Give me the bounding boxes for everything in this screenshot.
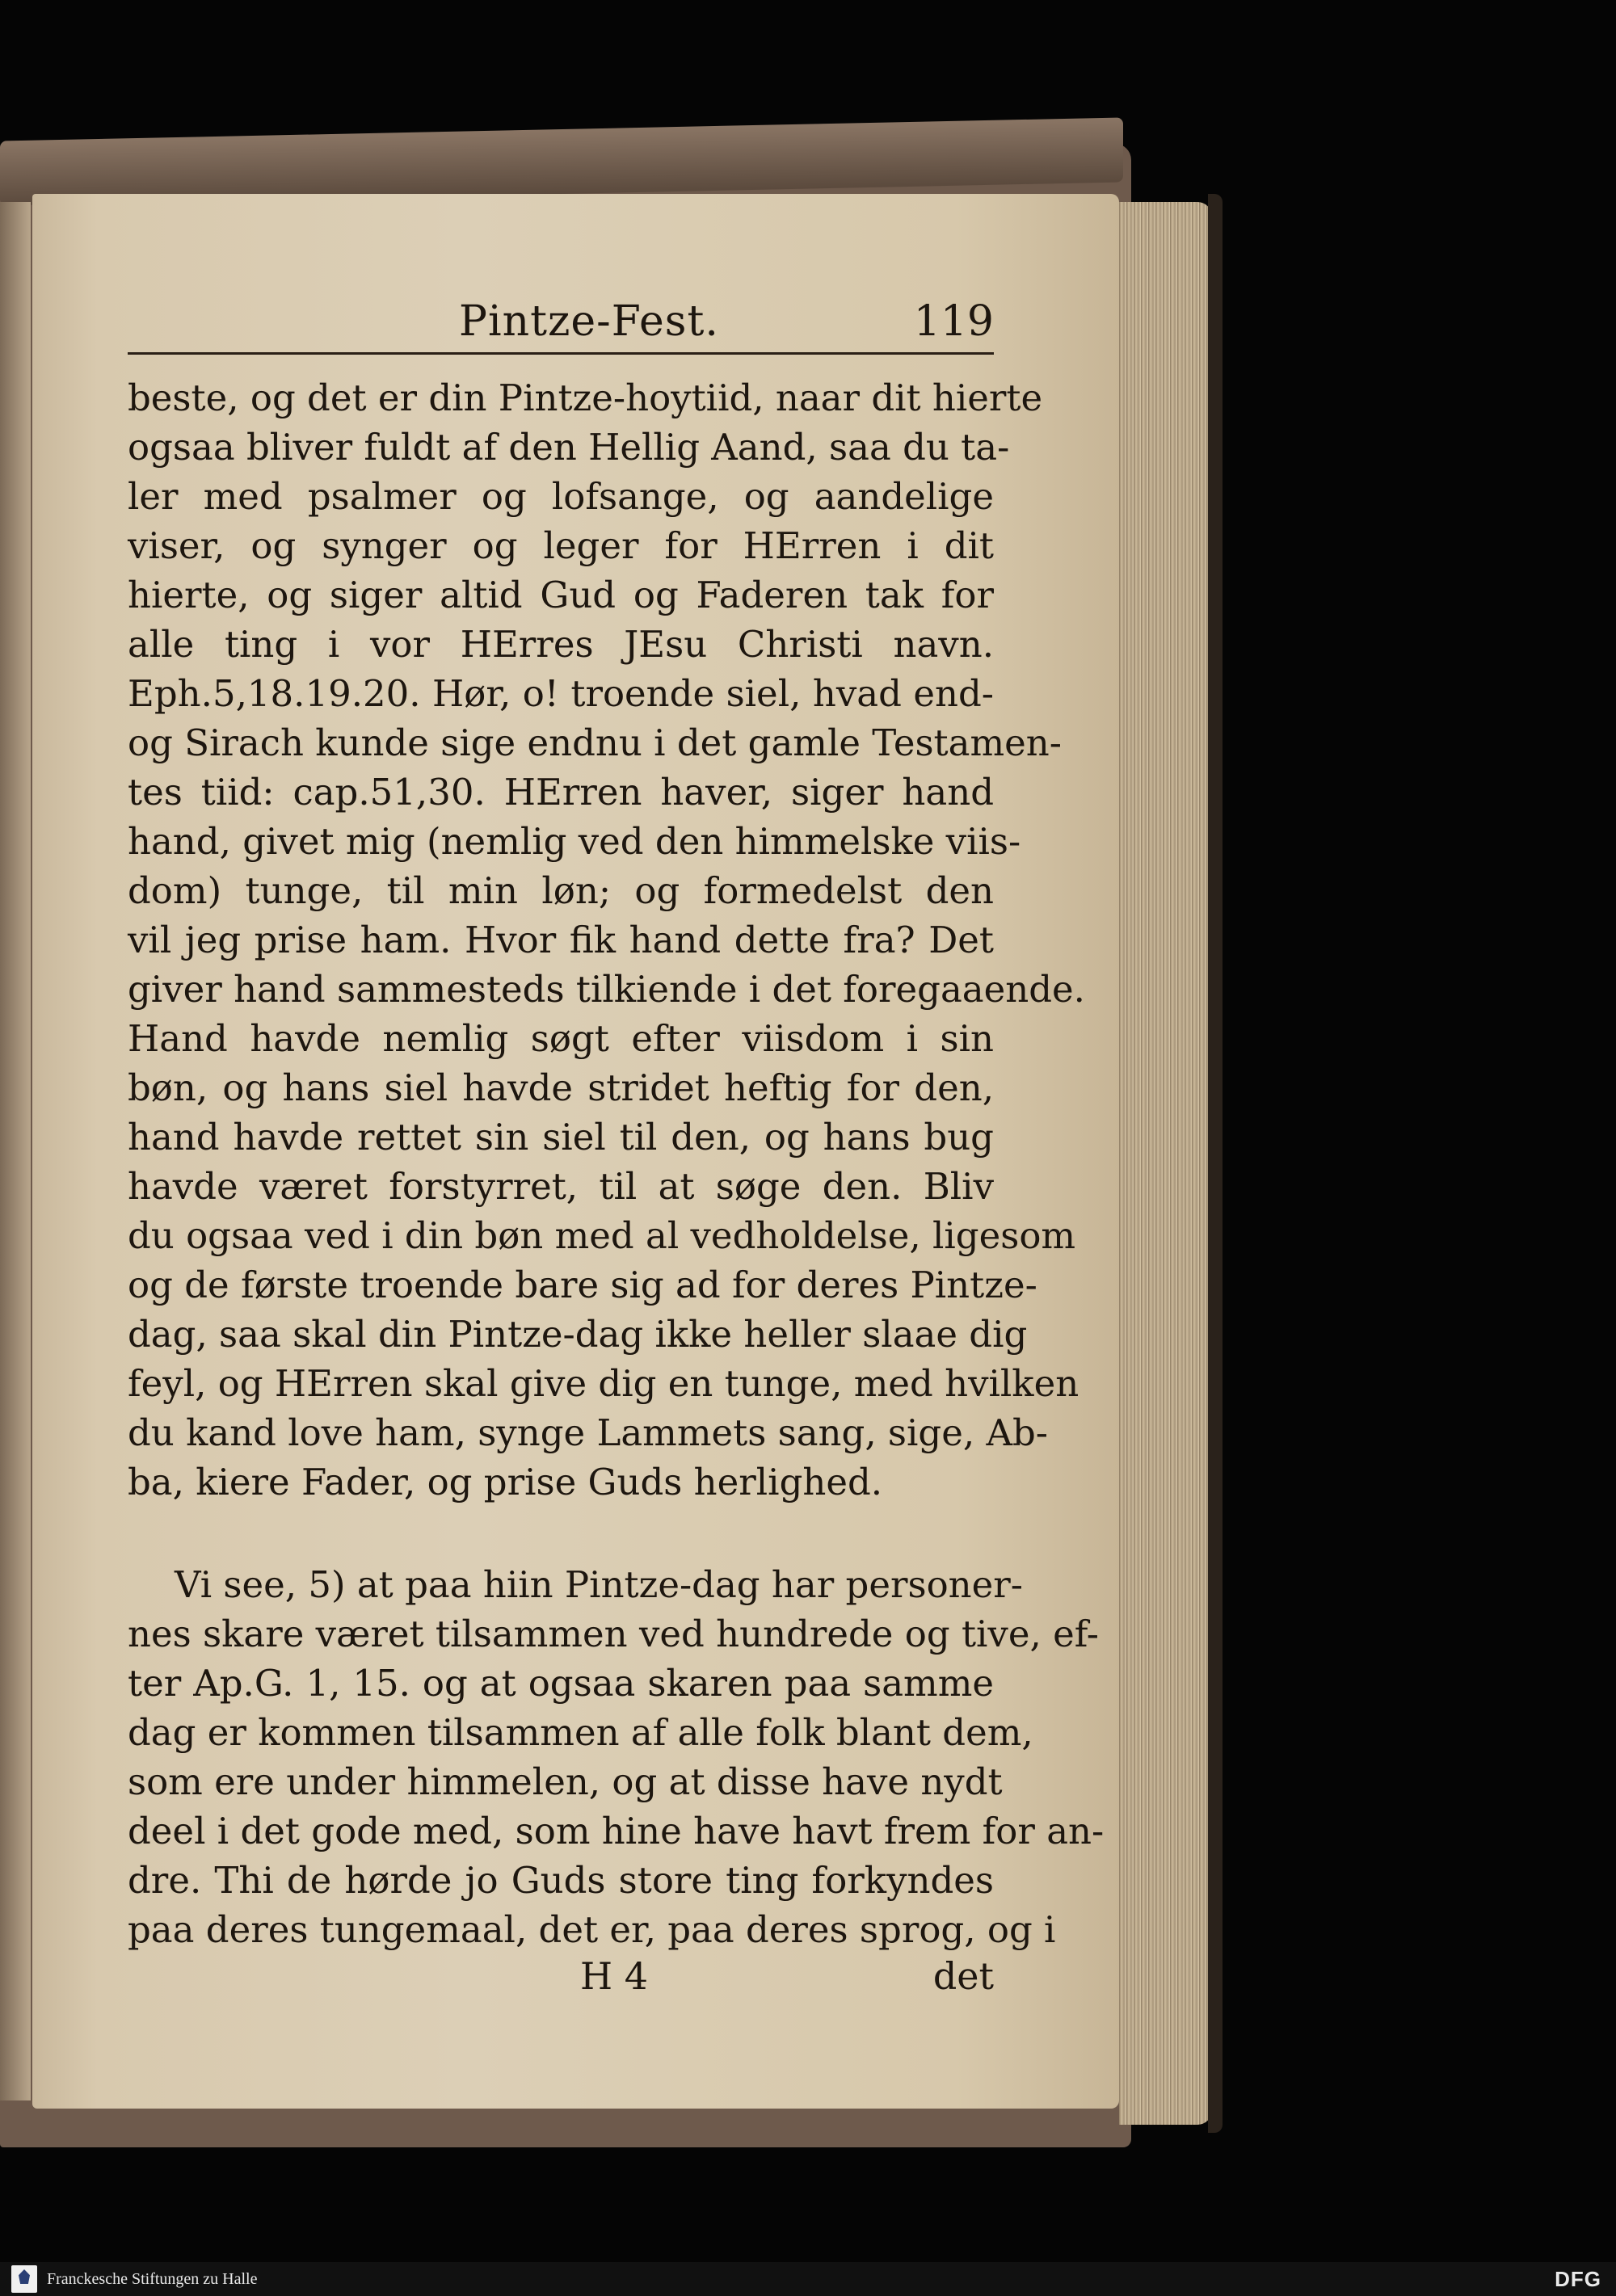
text-line: tes tiid: cap.51,30. HErren haver, siger hand <box>128 771 994 814</box>
text-line: og de første troende bare sig ad for deres Pintze- <box>128 1264 1037 1306</box>
running-head: Pintze-Fest. <box>459 297 719 346</box>
page-text-block <box>128 297 1105 2006</box>
text-line: Hand havde nemlig søgt efter viisdom i sin <box>128 1017 994 1060</box>
text-line: ler med psalmer og lofsange, og aandelige <box>128 475 994 518</box>
text-line: ogsaa bliver fuldt af den Hellig Aand, saa du ta- <box>128 426 1010 469</box>
text-line: dre. Thi de hørde jo Guds store ting forkyndes <box>128 1859 994 1902</box>
text-line: Vi see, 5) at paa hiin Pintze-dag har personer- <box>175 1563 1024 1606</box>
paragraph-1 <box>128 373 1085 1507</box>
page-block-shadow <box>1208 194 1223 2133</box>
left-page-gutter <box>0 202 31 2100</box>
institution-name: Franckesche Stiftungen zu Halle <box>47 2270 258 2288</box>
text-line: havde været forstyrret, til at søge den. Bliv <box>128 1165 994 1208</box>
text-line: nes skare været tilsammen ved hundrede og tive, ef- <box>128 1613 1099 1655</box>
page-footer <box>128 1954 994 2006</box>
text-line: paa deres tungemaal, det er, paa deres sprog, og i <box>128 1908 1056 1951</box>
text-line: hand, givet mig (nemlig ved den himmelske viis- <box>128 820 1021 863</box>
header-rule <box>128 352 994 355</box>
paragraph-gap <box>128 1507 994 1560</box>
text-line: Eph.5,18.19.20. Hør, o! troende siel, hvad end- <box>128 672 994 715</box>
text-line: dag er kommen tilsammen af alle folk blant dem, <box>128 1711 1033 1754</box>
text-line: dom) tunge, til min løn; og formedelst den <box>128 869 994 912</box>
body-text <box>128 373 1105 2006</box>
text-line: beste, og det er din Pintze-hoytiid, naar dit hierte <box>128 376 1043 419</box>
text-line: og Sirach kunde sige endnu i det gamle Testamen- <box>128 721 1062 764</box>
page-number: 119 <box>913 297 994 346</box>
text-line: feyl, og HErren skal give dig en tunge, med hvilken <box>128 1362 1079 1405</box>
text-line: som ere under himmelen, og at disse have nydt <box>128 1760 1003 1803</box>
catchword: det <box>932 1954 994 1998</box>
text-line: du kand love ham, synge Lammets sang, sige, Ab- <box>128 1411 1048 1454</box>
text-line: ba, kiere Fader, og prise Guds herlighed. <box>128 1461 883 1503</box>
text-line: ter Ap.G. 1, 15. og at ogsaa skaren paa samme <box>128 1662 994 1705</box>
text-line: alle ting i vor HErres JEsu Christi navn. <box>128 623 994 666</box>
page-block-edges <box>1119 202 1212 2125</box>
text-line: viser, og synger og leger for HErren i dit <box>128 524 994 567</box>
dfg-logo: DFG <box>1555 2267 1601 2291</box>
text-line: vil jeg prise ham. Hvor fik hand dette fra? Det <box>128 919 994 961</box>
text-line: giver hand sammesteds tilkiende i det foregaaende. <box>128 968 1085 1011</box>
viewer-footer-bar <box>0 2262 1616 2296</box>
paragraph-2 <box>128 1560 1105 1954</box>
text-line: du ogsaa ved i din bøn med al vedholdelse, ligesom <box>128 1214 1076 1257</box>
text-line: hierte, og siger altid Gud og Faderen tak for <box>128 574 994 616</box>
institution-logo-icon <box>11 2265 37 2293</box>
page-header <box>128 297 994 354</box>
text-line: dag, saa skal din Pintze-dag ikke heller slaae dig <box>128 1313 1028 1356</box>
text-line: bøn, og hans siel havde stridet heftig for den, <box>128 1066 994 1109</box>
text-line: deel i det gode med, som hine have havt frem for an- <box>128 1810 1105 1852</box>
text-line: hand havde rettet sin siel til den, og hans bug <box>128 1116 994 1159</box>
signature-mark: H 4 <box>580 1954 649 1998</box>
